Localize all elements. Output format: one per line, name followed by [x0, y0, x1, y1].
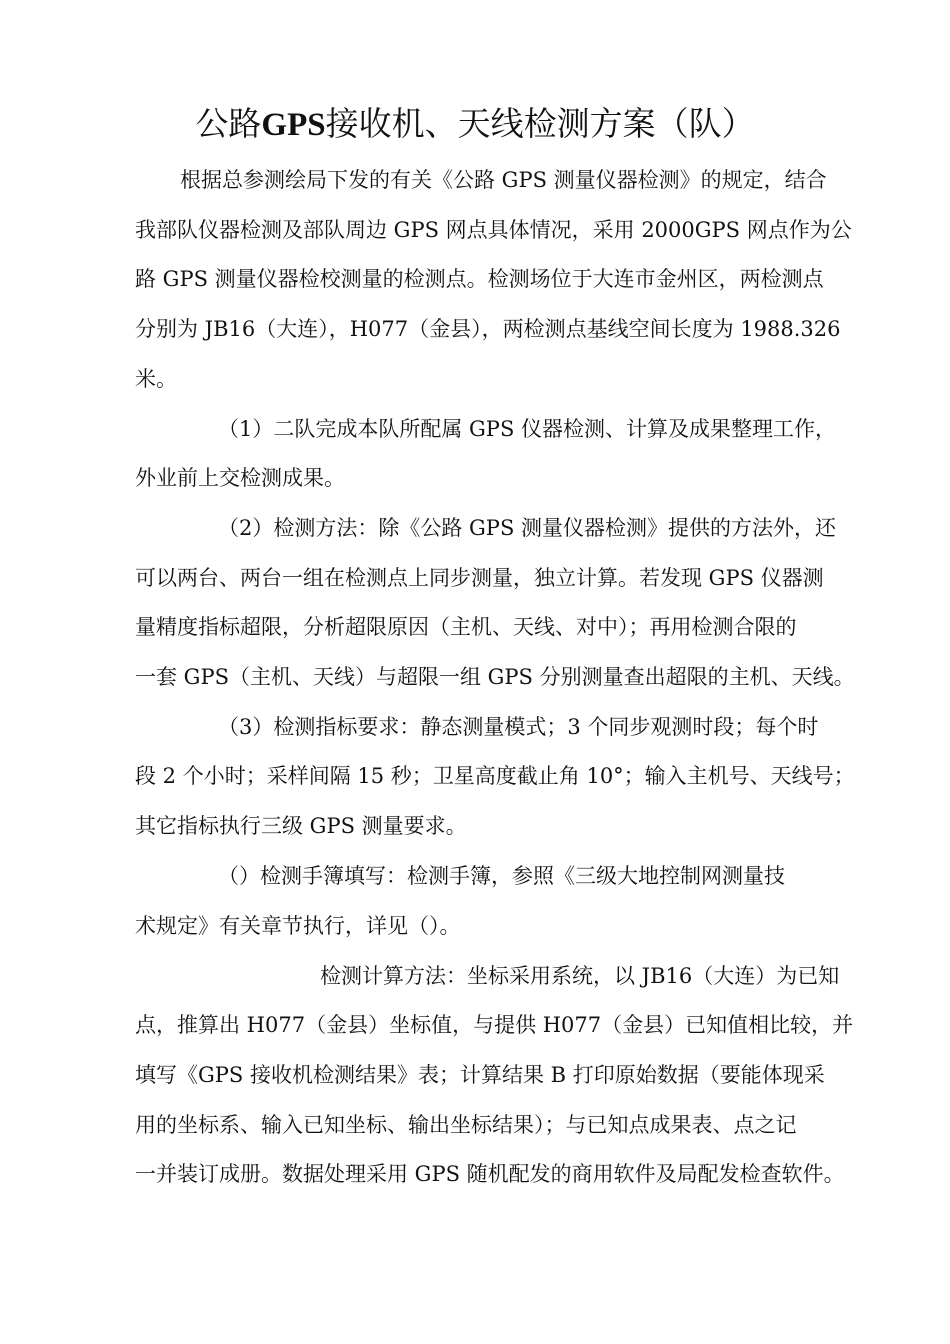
text-line: 我部队仪器检测及部队周边 GPS 网点具体情况，采用 2000GPS 网点作为公	[135, 218, 852, 242]
text-line: 检测计算方法：坐标采用系统，以 JB16（大连）为已知	[320, 964, 840, 988]
text-line: （）检测手簿填写：检测手簿，参照《三级大地控制网测量技	[218, 864, 785, 888]
text-line: 根据总参测绘局下发的有关《公路 GPS 测量仪器检测》的规定，结合	[180, 168, 827, 192]
text-line: 量精度指标超限，分析超限原因（主机、天线、对中）；再用检测合限的	[135, 615, 797, 639]
title-bold: GPS	[261, 107, 326, 143]
text-line: 其它指标执行三级 GPS 测量要求。	[135, 814, 467, 838]
text-line: 填写《GPS 接收机检测结果》表；计算结果 B 打印原始数据（要能体现采	[135, 1063, 825, 1087]
text-line: 外业前上交检测成果。	[135, 466, 345, 490]
text-line: 一并装订成册。数据处理采用 GPS 随机配发的商用软件及局配发检查软件。	[135, 1162, 845, 1186]
text-line: 用的坐标系、输入已知坐标、输出坐标结果）；与已知点成果表、点之记	[135, 1113, 797, 1137]
text-line: （3）检测指标要求：静态测量模式；3 个同步观测时段；每个时	[218, 715, 819, 739]
text-line: 一套 GPS（主机、天线）与超限一组 GPS 分别测量查出超限的主机、天线。	[135, 665, 855, 689]
title-suffix: 接收机、天线检测方案（队）	[325, 104, 755, 143]
text-line: 术规定》有关章节执行，详见（）。	[135, 914, 461, 938]
text-line: 可以两台、两台一组在检测点上同步测量，独立计算。若发现 GPS 仪器测	[135, 566, 824, 590]
text-line: （1）二队完成本队所配属 GPS 仪器检测、计算及成果整理工作，	[218, 417, 837, 441]
text-line: 路 GPS 测量仪器检校测量的检测点。检测场位于大连市金州区，两检测点	[135, 267, 824, 291]
text-line: 分别为 JB16（大连），H077（金县），两检测点基线空间长度为 1988.326	[135, 317, 841, 341]
text-line: 点，推算出 H077（金县）坐标值，与提供 H077（金县）已知值相比较，并	[135, 1013, 854, 1037]
text-line: 米。	[135, 367, 177, 391]
document-title	[0, 102, 950, 147]
title-prefix: 公路	[195, 104, 262, 143]
text-line: （2）检测方法：除《公路 GPS 测量仪器检测》提供的方法外，还	[218, 516, 837, 540]
text-line: 段 2 个小时；采样间隔 15 秒；卫星高度截止角 10°；输入主机号、天线号；	[135, 764, 855, 788]
